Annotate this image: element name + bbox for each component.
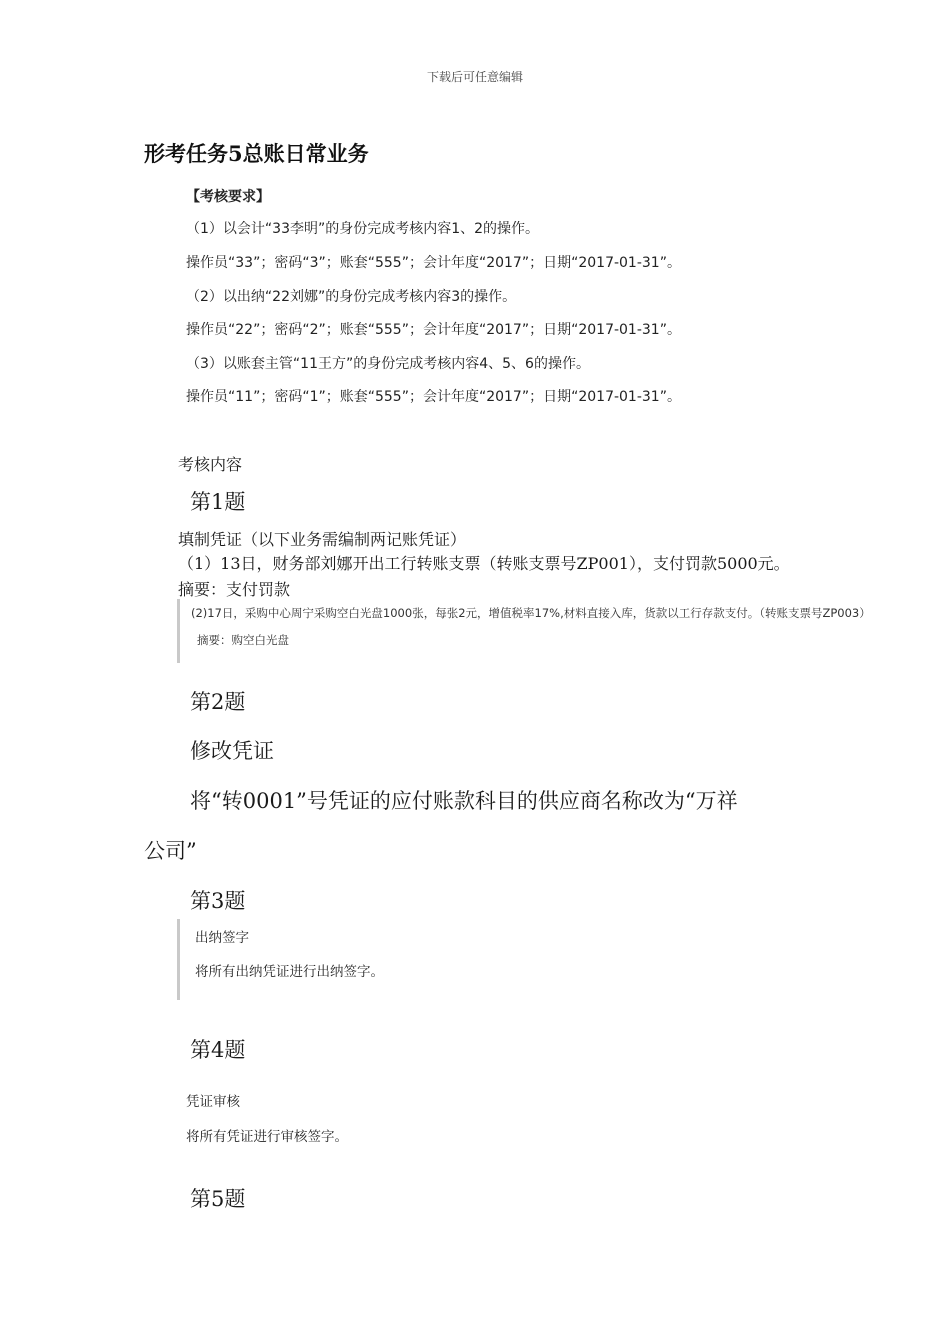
question-1-item-1: （1）13日，财务部刘娜开出工行转账支票（转账支票号ZP001），支付罚款5000元。 — [178, 554, 790, 573]
requirement-line-3: （2）以出纳“22刘娜”的身份完成考核内容3的操作。 — [186, 289, 517, 305]
document-title: 形考任务5总账日常业务 — [144, 141, 369, 166]
question-2-label: 第2题 — [190, 690, 246, 714]
question-1-quote-line-2: 摘要：购空白光盘 — [197, 633, 289, 647]
question-1-quote — [177, 599, 871, 663]
requirements-heading: 【考核要求】 — [186, 189, 270, 205]
question-4-label: 第4题 — [190, 1038, 246, 1062]
question-4-task: 凭证审核 — [186, 1094, 240, 1110]
question-1-summary: 摘要：支付罚款 — [178, 580, 291, 599]
question-3-label: 第3题 — [190, 889, 246, 913]
requirement-line-1: （1）以会计“33李明”的身份完成考核内容1、2的操作。 — [186, 221, 540, 237]
content-heading: 考核内容 — [178, 455, 243, 474]
question-3-quote — [177, 919, 384, 1000]
question-2-instruction: 将“转0001”号凭证的应付账款科目的供应商名称改为“万祥 — [190, 789, 738, 813]
question-5-label: 第5题 — [190, 1187, 246, 1211]
requirement-line-6: 操作员“11”；密码“1”；账套“555”；会计年度“2017”；日期“2017-01-31”。 — [186, 389, 681, 405]
question-3-quote-line-2: 将所有出纳凭证进行出纳签字。 — [195, 964, 384, 980]
requirement-line-2: 操作员“33”；密码“3”；账套“555”；会计年度“2017”；日期“2017-01-31”。 — [186, 255, 681, 271]
page-header: 下载后可任意编辑 — [426, 70, 523, 84]
question-1-task: 填制凭证（以下业务需编制两记账凭证） — [178, 530, 467, 549]
question-1-label: 第1题 — [190, 490, 246, 514]
question-2-task: 修改凭证 — [190, 739, 274, 763]
question-3-quote-line-1: 出纳签字 — [195, 930, 249, 946]
requirement-line-4: 操作员“22”；密码“2”；账套“555”；会计年度“2017”；日期“2017-01-31”。 — [186, 322, 681, 338]
question-1-quote-line-1: (2)17日，采购中心周宁采购空白光盘1000张，每张2元，增值税率17%,材料直接入库，货款以工行存款支付。（转账支票号ZP003） — [191, 606, 871, 620]
question-4-instruction: 将所有凭证进行审核签字。 — [186, 1129, 348, 1145]
requirement-line-5: （3）以账套主管“11王方”的身份完成考核内容4、5、6的操作。 — [186, 356, 590, 372]
question-2-instruction-cont: 公司” — [144, 839, 197, 863]
